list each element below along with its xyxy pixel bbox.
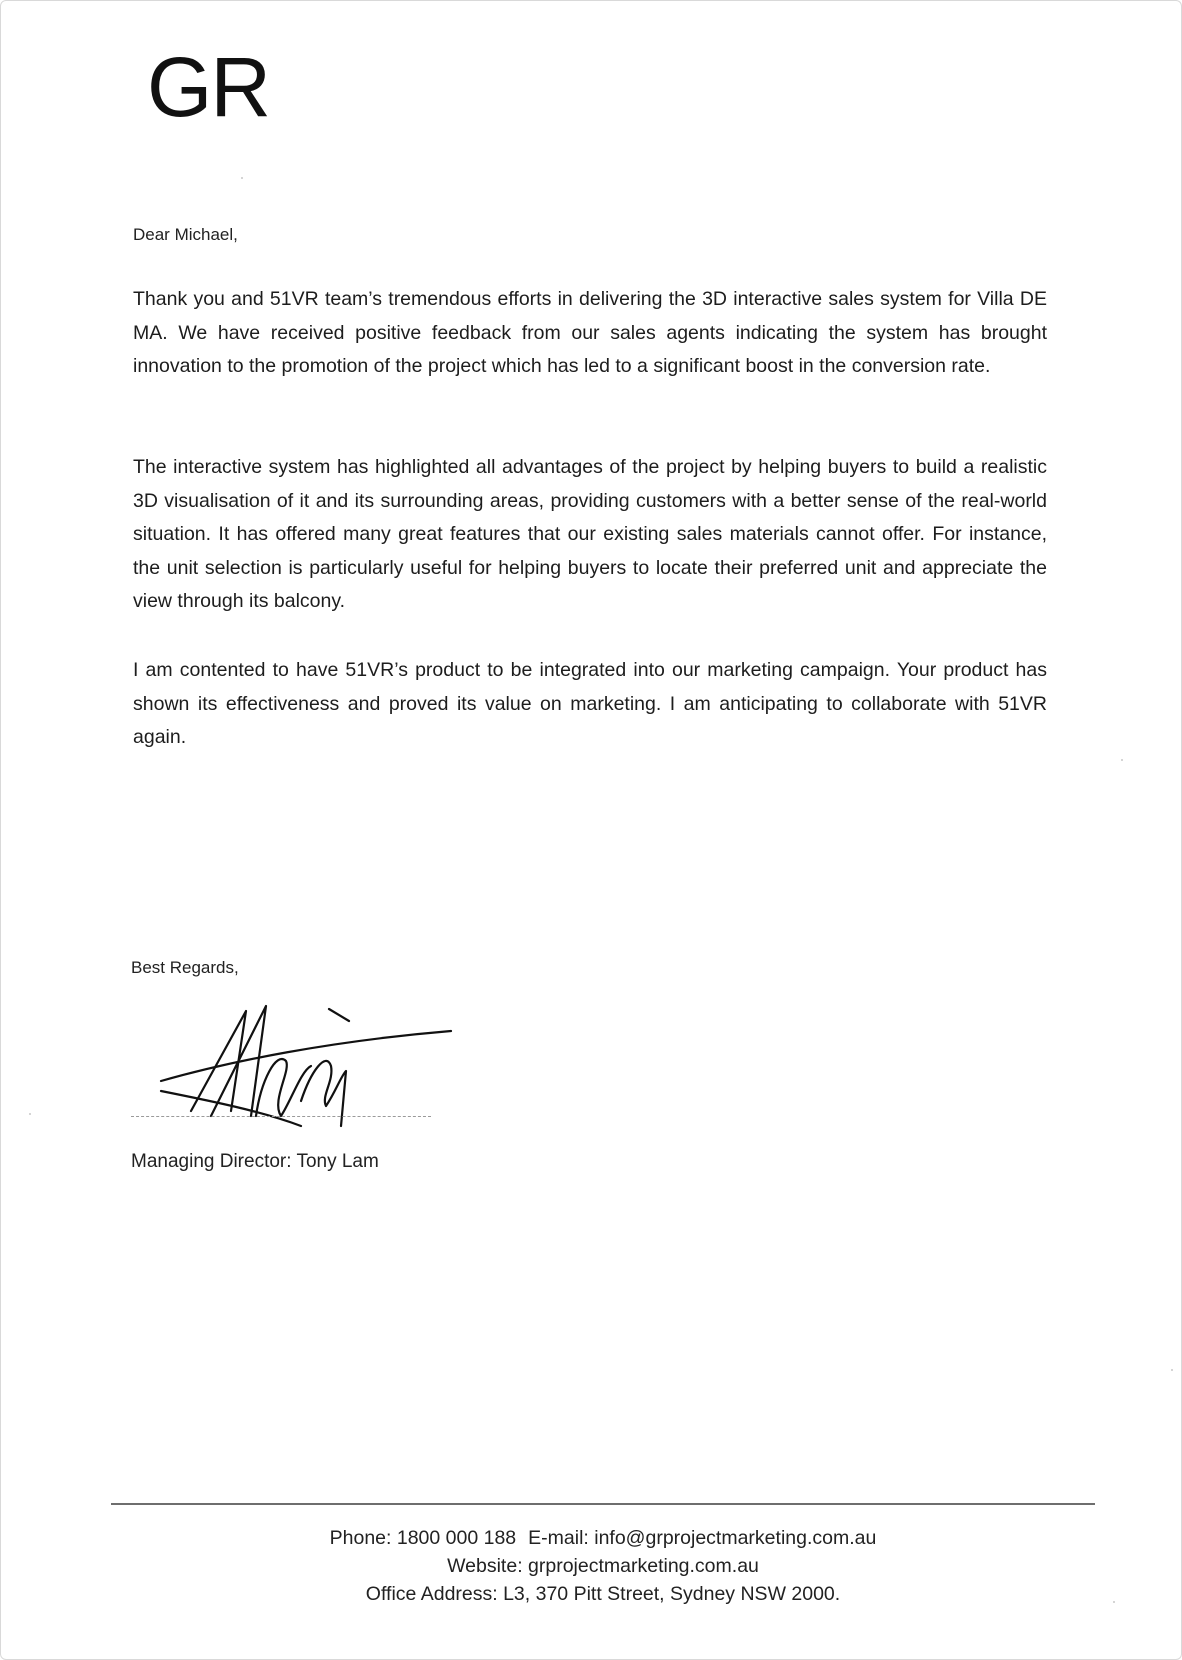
footer-divider (111, 1503, 1095, 1505)
footer-website: Website: grprojectmarketing.com.au (447, 1555, 759, 1577)
scan-speck (241, 177, 243, 179)
paragraph-2: The interactive system has highlighted all advantages of the project by helping buyers to build a realistic 3D visualisation of it and its surrounding areas, providing customers with a better sense of the real-world situation. It has offered many great features that our existing sales materials cannot offer. For instance, the unit selection is particularly useful for helping buyers to locate their preferred unit and appreciate the view through its balcony. (133, 456, 1047, 612)
footer-row-1 (111, 1524, 1095, 1552)
footer-address: Office Address: L3, 370 Pitt Street, Sydney NSW 2000. (365, 1583, 841, 1605)
signatory: Managing Director: Tony Lam (131, 1151, 379, 1172)
closing: Best Regards, (131, 958, 239, 977)
paragraph-3: I am contented to have 51VR’s product to be integrated into our marketing campaign. Your product has shown its effectiveness and proved its value on marketing. I am anticipating to collaborate with 51VR again. (133, 659, 1047, 748)
paragraph-1: Thank you and 51VR team’s tremendous efforts in delivering the 3D interactive sales system for Villa DE MA. We have received positive feedback from our sales agents indicating the system has brought innovation to the promotion of the project which has led to a significant boost in the conversion rate. (133, 288, 1047, 377)
company-logo: GR (147, 40, 269, 134)
scan-speck (1171, 1369, 1173, 1371)
scan-speck (29, 1113, 31, 1115)
signature-line (131, 1116, 431, 1117)
salutation: Dear Michael, (133, 225, 238, 244)
scan-speck (1121, 759, 1123, 761)
footer-phone: Phone: 1800 000 188 (329, 1527, 517, 1549)
footer-email: E-mail: info@grprojectmarketing.com.au (528, 1527, 877, 1549)
footer-contact (111, 1524, 1095, 1608)
handwritten-signature (151, 991, 471, 1141)
scan-speck (1113, 1601, 1115, 1603)
